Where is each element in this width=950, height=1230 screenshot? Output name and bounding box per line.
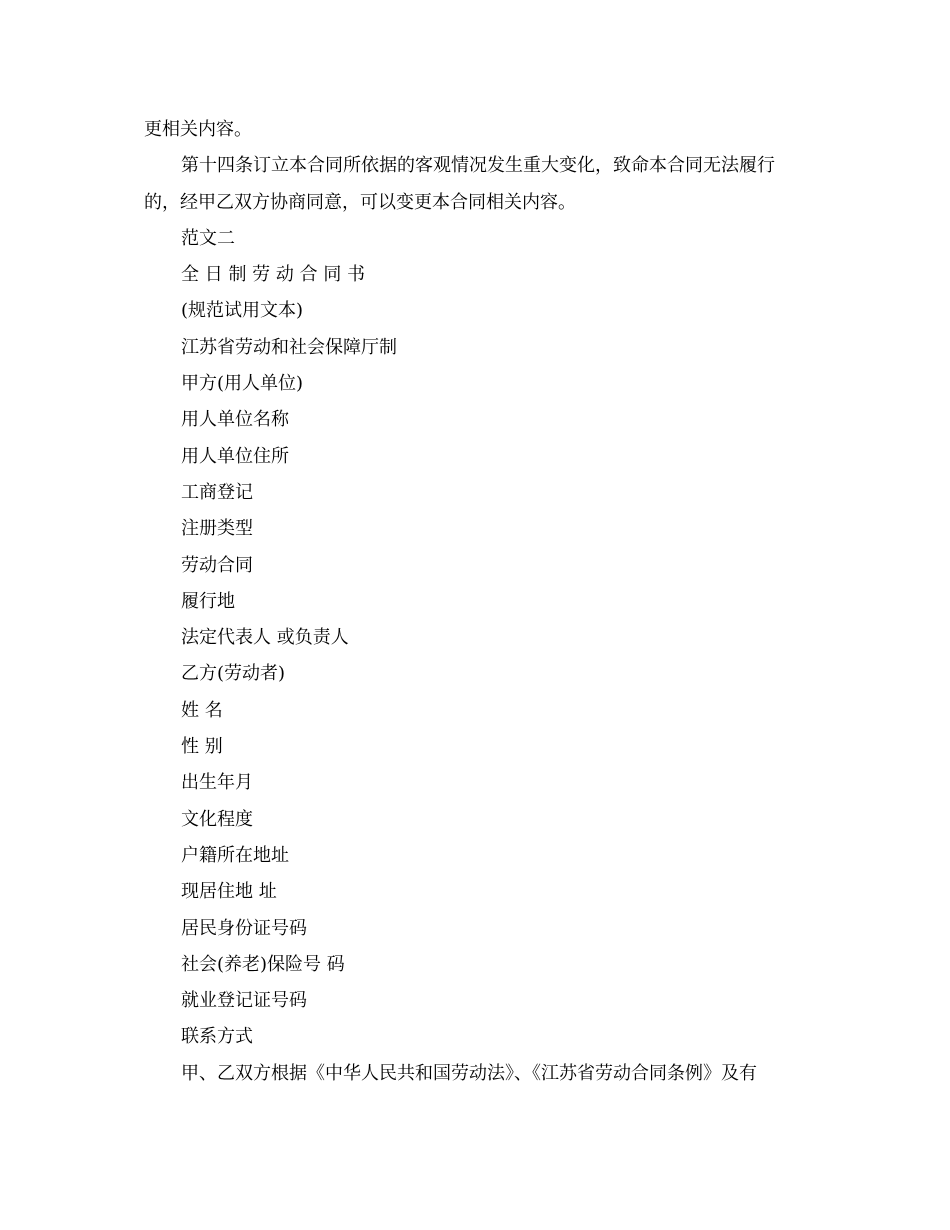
- field-label: 性 别: [181, 736, 223, 758]
- party-a-heading: 甲方(用人单位): [181, 373, 304, 395]
- document-body: [144, 112, 804, 1092]
- field-label: 劳动合同: [181, 554, 253, 576]
- paragraph-line: 的，经甲乙双方协商同意，可以变更本合同相关内容。: [144, 191, 576, 213]
- field-label: 出生年月: [181, 772, 253, 794]
- field-label: 现居住地 址: [181, 881, 277, 903]
- paragraph-line: 第十四条订立本合同所依据的客观情况发生重大变化，致命本合同无法履行: [181, 155, 775, 177]
- field-label: 居民身份证号码: [181, 917, 307, 939]
- field-label: 履行地: [181, 590, 235, 612]
- field-label: 就业登记证号码: [181, 990, 307, 1012]
- field-label: 工商登记: [181, 481, 253, 503]
- contract-subtitle: (规范试用文本): [181, 300, 304, 322]
- field-label: 文化程度: [181, 808, 253, 830]
- field-label: 户籍所在地址: [181, 844, 289, 866]
- paragraph-line: 甲、乙双方根据《中华人民共和国劳动法》、《江苏省劳动合同条例》及有: [181, 1062, 757, 1084]
- party-b-heading: 乙方(劳动者): [181, 663, 286, 685]
- paragraph-line: 更相关内容。: [144, 119, 252, 140]
- contract-title: 全 日 制 劳 动 合 同 书: [181, 264, 366, 286]
- field-label: 用人单位住所: [181, 445, 289, 467]
- field-label: 姓 名: [181, 699, 223, 721]
- field-label: 法定代表人 或负责人: [181, 627, 349, 649]
- field-label: 注册类型: [181, 518, 253, 540]
- field-label: 用人单位名称: [181, 409, 289, 431]
- field-label: 联系方式: [181, 1026, 253, 1048]
- field-label: 社会(养老)保险号 码: [181, 953, 345, 975]
- section-heading: 范文二: [181, 227, 235, 249]
- issuer-line: 江苏省劳动和社会保障厅制: [181, 336, 397, 358]
